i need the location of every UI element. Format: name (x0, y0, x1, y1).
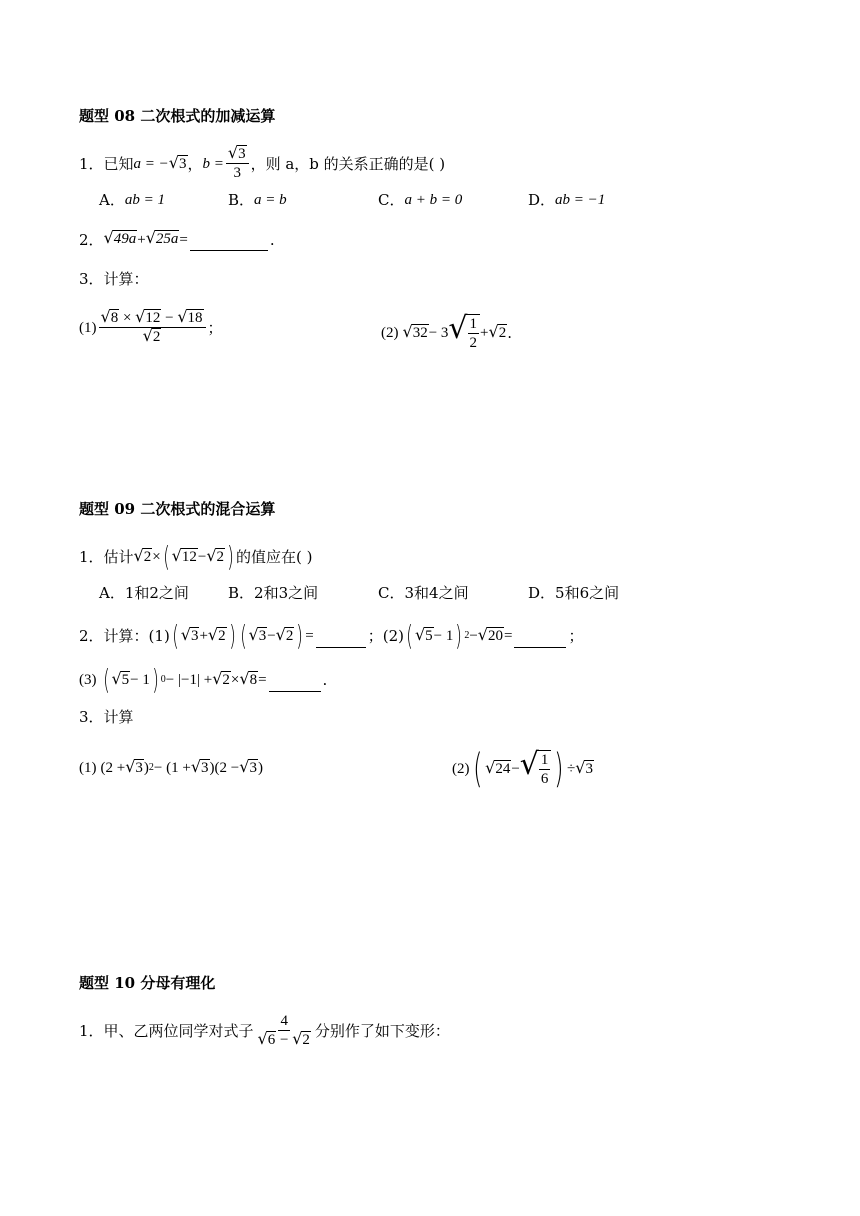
answer-blank[interactable] (514, 625, 566, 648)
a-expression: a = − (133, 155, 169, 172)
s08-q1-option-d[interactable]: D． ab = −1 (528, 191, 606, 209)
section-08-title: 题型 08 二次根式的加减运算 (79, 107, 276, 125)
section-10-title: 题型 10 分母有理化 (79, 974, 216, 992)
fraction-sqrt3-over-3: √ 3 3 (226, 145, 249, 182)
s08-question-1: 1．已知 a = − √ 3 ， b = √ 3 3 ，则 a，b 的关系正确的是( ) (79, 143, 446, 182)
s10-question-1: 1．甲、乙两位同学对式子 4 √ 6 − √ 2 分别作了如下变形： (79, 1013, 450, 1048)
s09-question-2: 2．计算：(1) ( √ 3 + √ 2 ) ( √ 3 − √ 2 ) = ；(2) ( √ 5 − 1 ) 2 − √ 20 = ； (79, 619, 584, 652)
s08-question-2: 2． √ 49a + √ 25a = . (79, 228, 275, 251)
s09-question-3: 3．计算 (79, 708, 134, 726)
s09-q1-option-b[interactable]: B．2和3之间 (228, 584, 319, 602)
s08-q1-option-a[interactable]: A． ab = 1 (99, 191, 165, 209)
s09-q1-option-d[interactable]: D．5和6之间 (528, 584, 620, 602)
fraction-4-over-roots: 4 √ 6 − √ 2 (257, 1013, 310, 1048)
s08-q1-option-c[interactable]: C． a + b = 0 (378, 191, 463, 209)
q1-tail: ，则 a，b 的关系正确的是( ) (250, 154, 446, 173)
answer-blank[interactable] (269, 669, 321, 692)
q1-lead: 1．已知 (79, 154, 134, 173)
b-expression: b = (202, 155, 224, 172)
answer-blank[interactable] (190, 228, 268, 251)
s09-question-2-part-3: (3) ( √ 5 − 1 ) 0 − |−1| + √ 2 × √ 8 = . (79, 663, 328, 696)
sqrt-3: √ 3 (168, 152, 187, 172)
s09-q3-part-2: (2) ( √ 24 − √ $\frac{1}{6}$ ) ÷ √ 3 (452, 746, 593, 792)
s09-q1-option-c[interactable]: C．3和4之间 (378, 584, 469, 602)
section-09-title: 题型 09 二次根式的混合运算 (79, 500, 276, 518)
s09-q3-part-1: (1) (2 + √ 3 ) 2 − (1 + √ 3 )(2 − √ 3 ) (79, 756, 263, 776)
s09-question-1: 1．估计 √ 2 × ( √ 12 − √ 2 ) 的值应在( ) (79, 540, 313, 573)
s08-q1-option-b[interactable]: B． a = b (228, 191, 287, 209)
s09-q1-option-a[interactable]: A．1和2之间 (99, 584, 189, 602)
answer-blank[interactable] (316, 625, 366, 648)
s08-question-3: 3．计算： (79, 270, 149, 288)
fraction-expression: √ 8 × √ 12 − √ 18 √ 2 (99, 309, 206, 347)
s08-q3-part-2: (2) √ 32 − 3 √ $\frac{1}{2}$ + √ 2 . (381, 311, 512, 351)
s08-q3-part-1: (1) √ 8 × √ 12 − √ 18 √ 2 ； (79, 307, 223, 346)
